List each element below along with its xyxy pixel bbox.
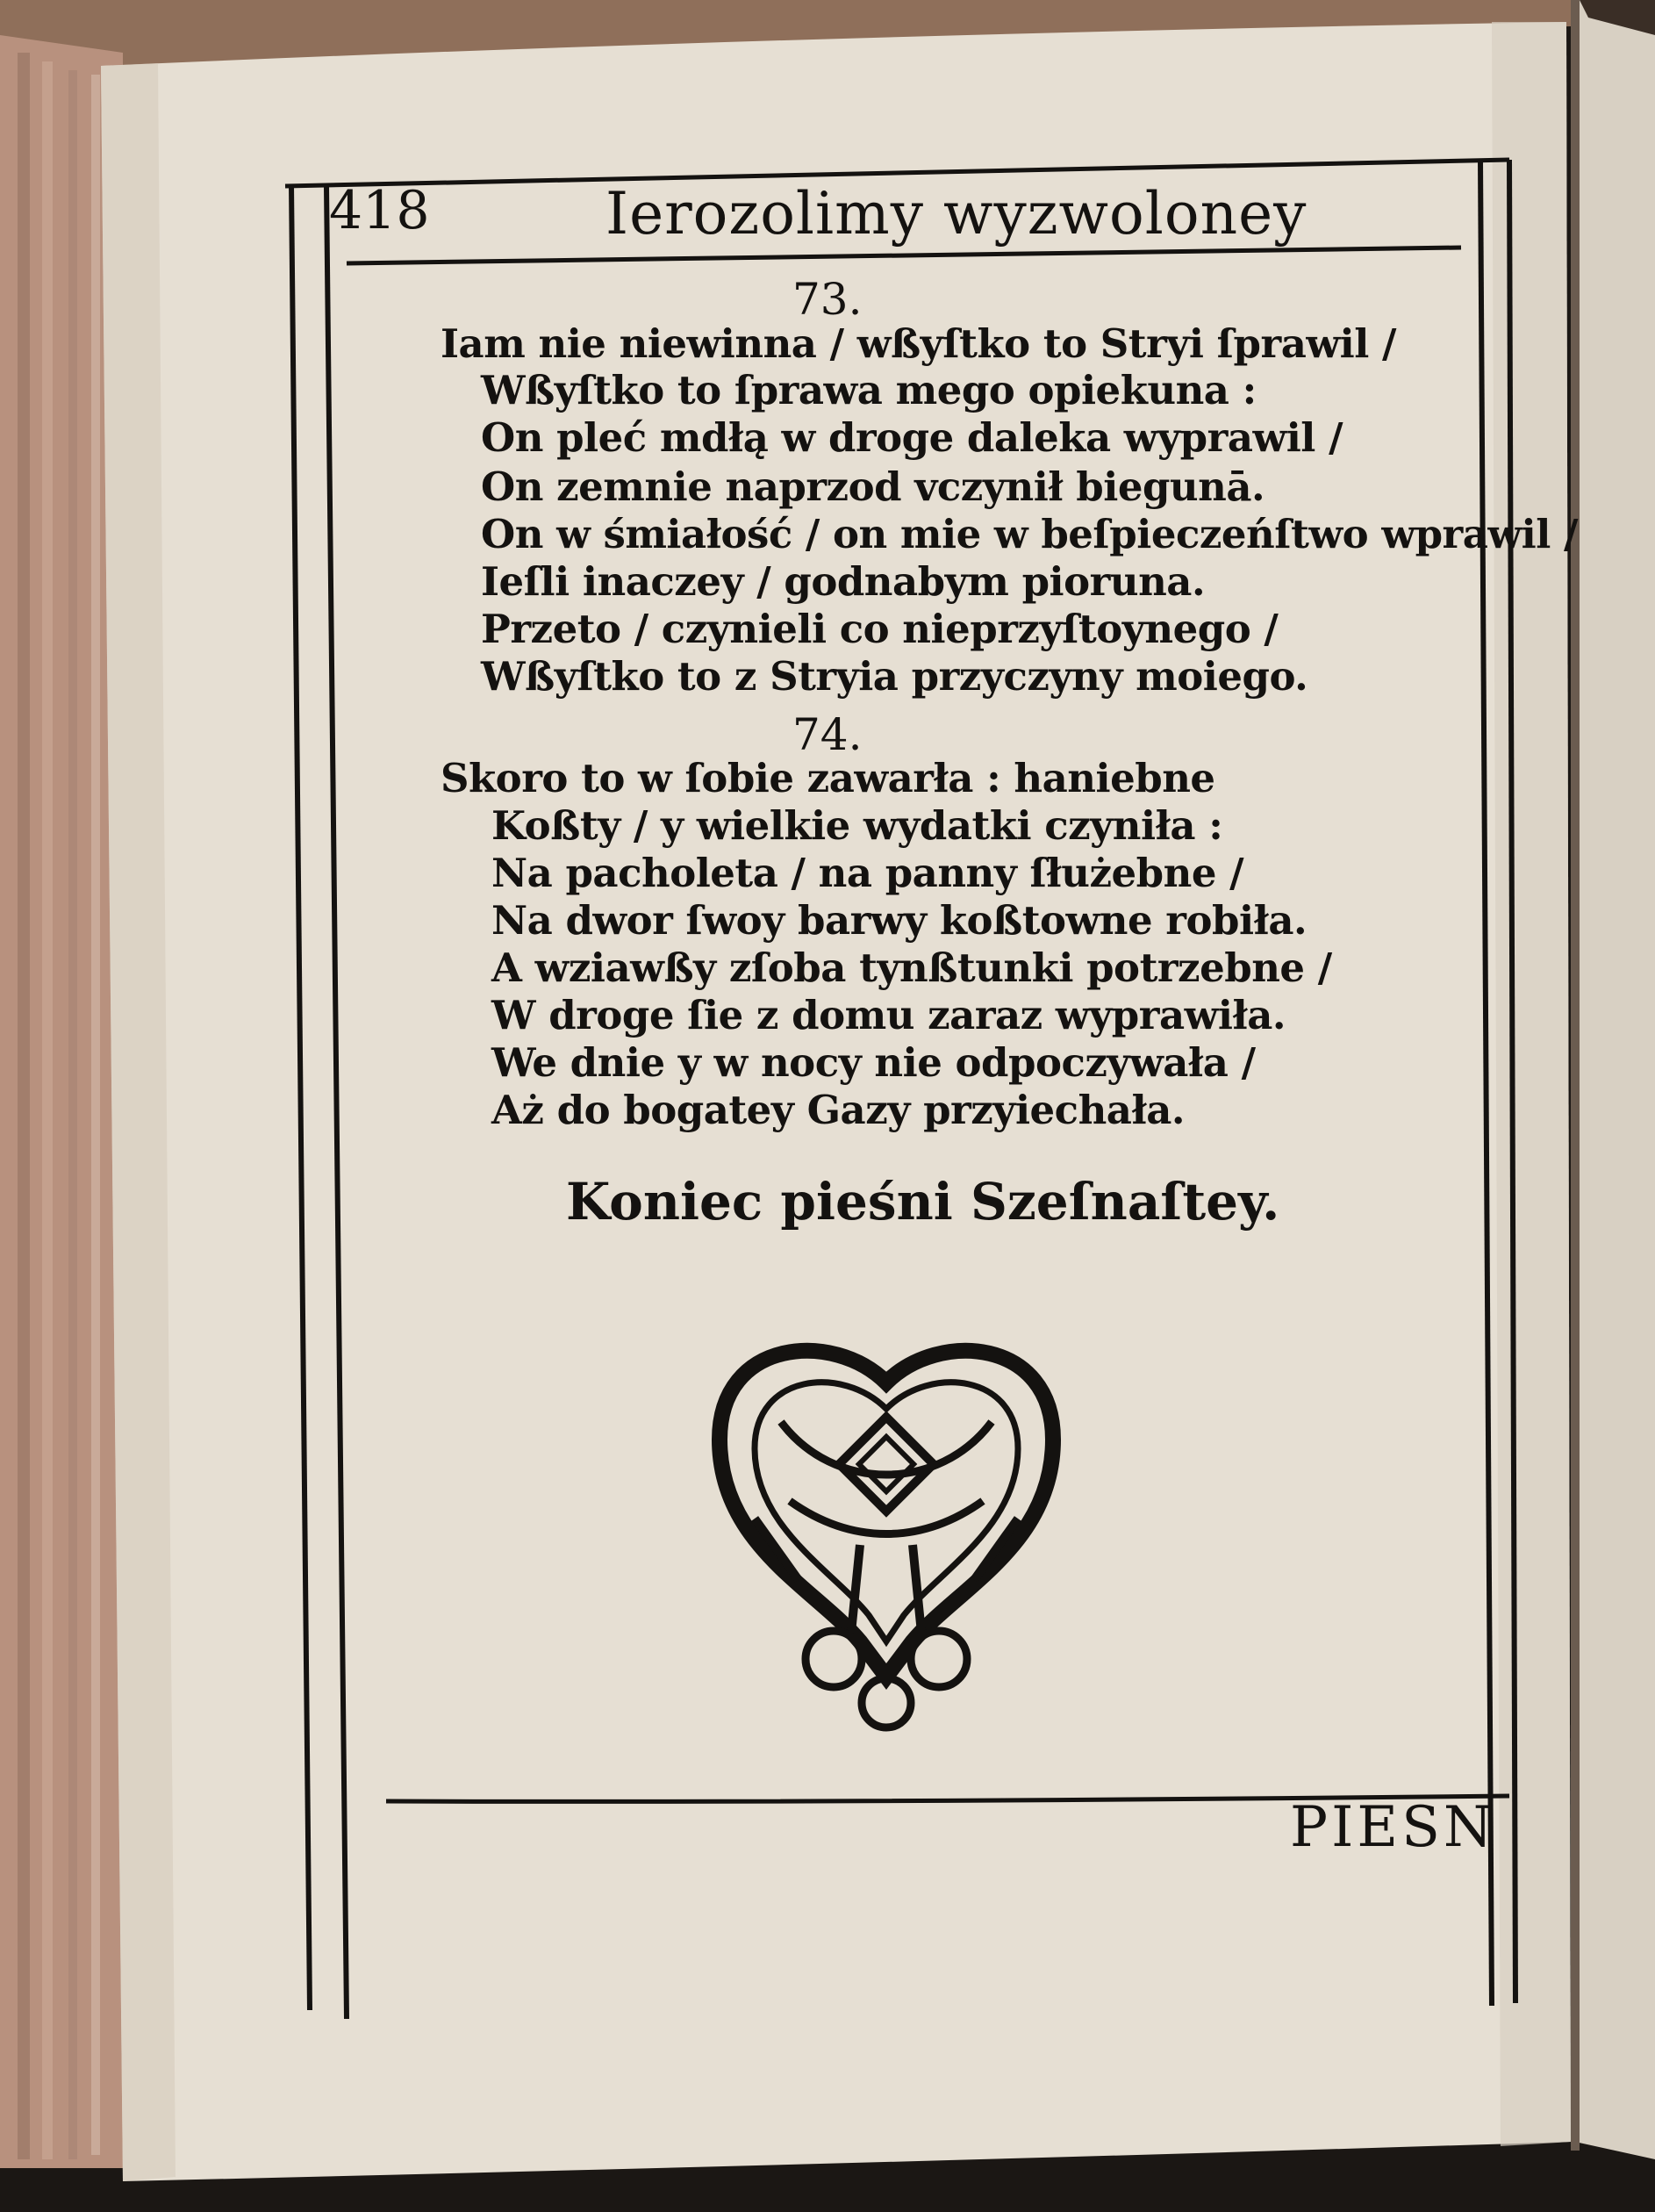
verse-line: Koßty / y wielkie wydatki czyniła : — [491, 802, 1223, 849]
verse-line: Przeto / czynieli co nieprzyſtoynego / — [481, 606, 1279, 652]
verse-line: Iam nie niewinna / wßyſtko to Stryi ſprawil / — [441, 320, 1396, 367]
end-of-song-heading: Koniec pieśni Szeſnaſtey. — [566, 1172, 1280, 1232]
verse-line: Wßyſtko to ſprawa mego opiekuna : — [481, 367, 1257, 413]
verse-line: Skoro to w ſobie zawarła : haniebne — [441, 755, 1215, 801]
verse-line: Ieſli inaczey / godnabym pioruna. — [481, 558, 1206, 605]
verse-line: Aż do bogatey Gazy przyiechała. — [491, 1087, 1186, 1133]
verse-line: We dnie y w nocy nie odpoczywała / — [491, 1039, 1256, 1086]
catchword: PIESN — [1290, 1795, 1496, 1860]
verse-line: Na pacholeta / na panny ſłużebne / — [491, 850, 1244, 896]
stanza-number: 73. — [792, 274, 863, 325]
verse-line: On pleć mdłą w droge daleka wyprawil / — [481, 414, 1343, 461]
stanza-number: 74. — [792, 709, 863, 760]
verse-line: Wßyſtko to z Stryia przyczyny moiego. — [481, 653, 1308, 700]
verse-line: On w śmiałość / on mie w beſpieczeńſtwo wprawil / — [481, 511, 1578, 557]
verse-line: A wziawßy zſoba tynßtunki potrzebne / — [491, 944, 1332, 991]
verse-line: W droge ſie z domu zaraz wyprawiła. — [491, 992, 1286, 1038]
page-number: 418 — [329, 180, 430, 241]
running-title: Ierozolimy wyzwoloney — [605, 180, 1308, 248]
facing-page — [1571, 0, 1655, 2159]
verse-line: On zemnie naprzod vczynił biegunā. — [481, 463, 1265, 510]
verse-line: Na dwor ſwoy barwy koßtowne robiła. — [491, 897, 1308, 944]
